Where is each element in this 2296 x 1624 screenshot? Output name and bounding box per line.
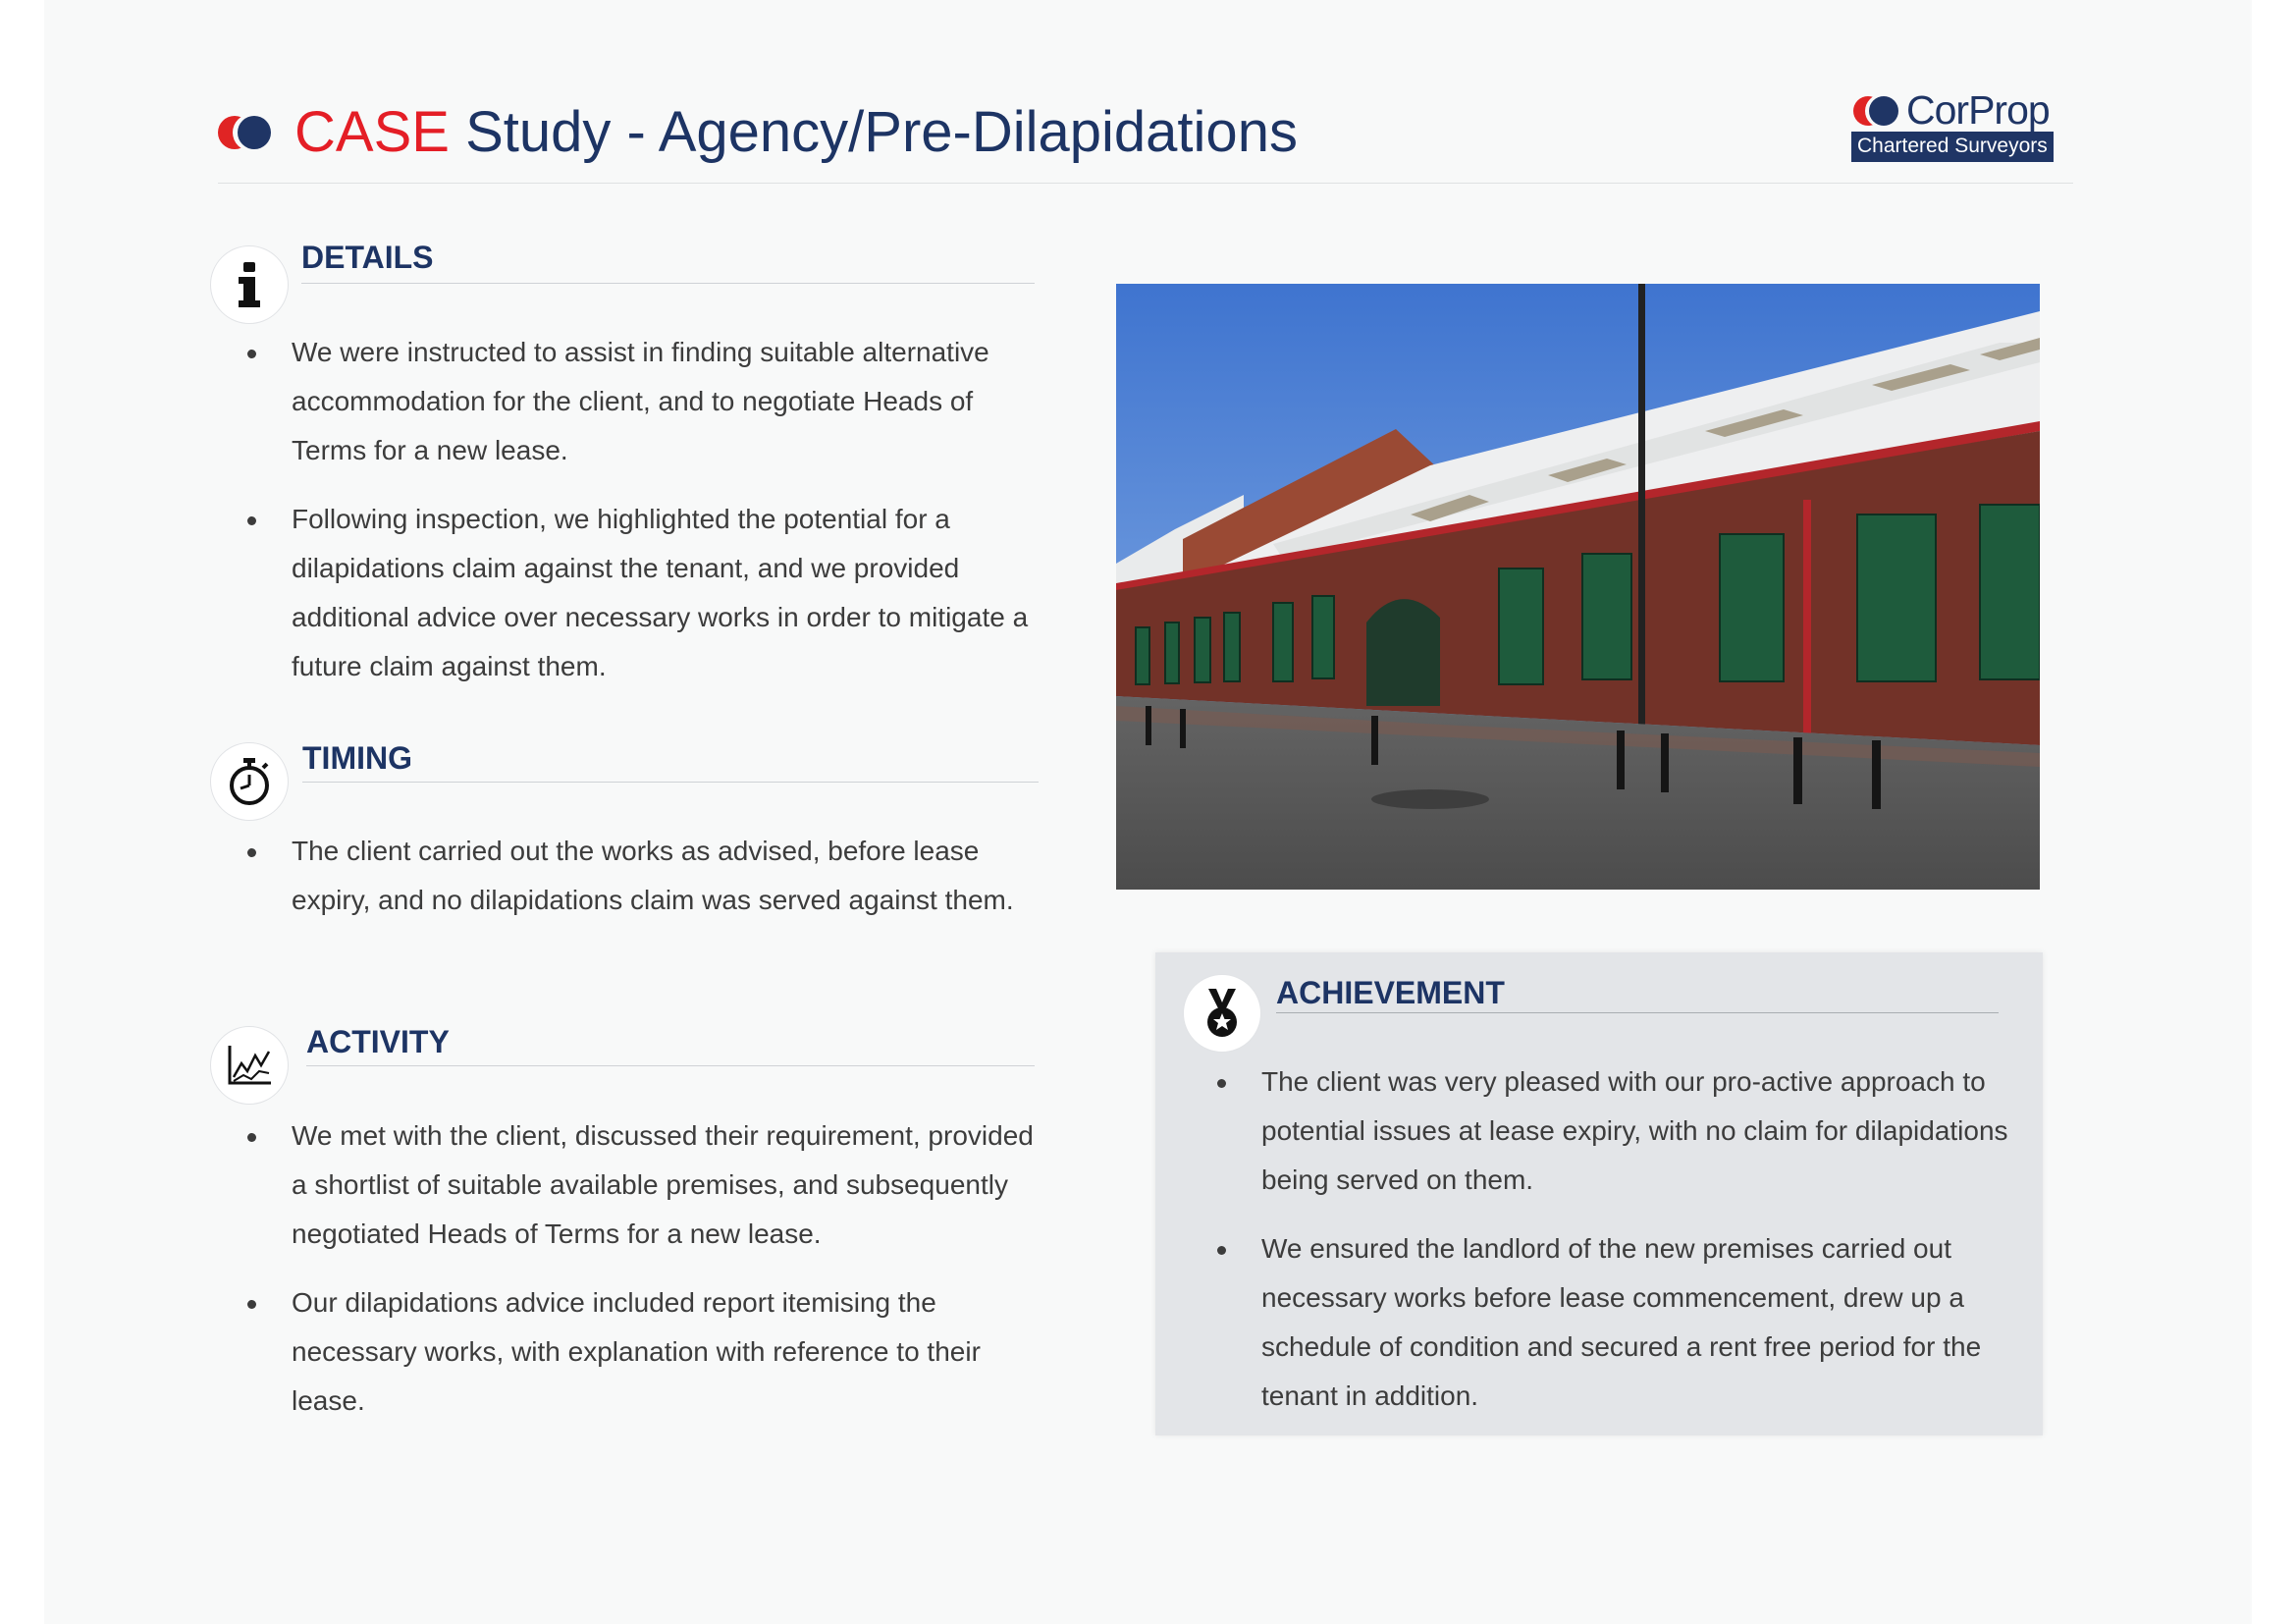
list-item: We were instructed to assist in finding suitable alternative accommodation for the client, and to negotiate Heads of Terms for a new lease. <box>245 328 1031 475</box>
building-photo <box>1116 284 2040 890</box>
line-chart-icon <box>210 1026 289 1105</box>
info-icon <box>210 245 289 324</box>
logo-subtitle: Chartered Surveyors <box>1851 132 2054 162</box>
page-title <box>294 100 1298 164</box>
list-item: Our dilapidations advice included report itemising the necessary works, with explanation with reference to their lease. <box>245 1278 1041 1426</box>
list-item: We ensured the landlord of the new premises carried out necessary works before lease commencement, drew up a schedule of condition and secured a rent free period for the tenant in addition. <box>1215 1224 2030 1421</box>
stopwatch-icon <box>210 742 289 821</box>
achievement-divider <box>1276 1012 1999 1013</box>
title-rest: Study - Agency/Pre-Dilapidations <box>449 100 1298 164</box>
list-item: The client was very pleased with our pro-active approach to potential issues at lease expiry, with no claim for dilapidations being served on them. <box>1215 1057 2030 1205</box>
list-item: Following inspection, we highlighted the potential for a dilapidations claim against the tenant, and we provided additional advice over necessary works in order to mitigate a future claim against them. <box>245 495 1031 691</box>
list-item: We met with the client, discussed their requirement, provided a shortlist of suitable available premises, and subsequently negotiated Heads of Terms for a new lease. <box>245 1111 1041 1259</box>
medal-icon <box>1183 974 1261 1053</box>
logo-name: CorProp <box>1906 86 2050 133</box>
timing-divider <box>302 782 1039 783</box>
details-heading: DETAILS <box>301 240 434 275</box>
logo-dots-icon <box>1851 92 1904 128</box>
brand-dots-icon <box>218 113 273 152</box>
list-item: The client carried out the works as advised, before lease expiry, and no dilapidations claim was served against them. <box>245 827 1031 925</box>
timing-list <box>245 827 1031 945</box>
details-list <box>245 328 1031 711</box>
activity-divider <box>306 1065 1035 1066</box>
title-divider <box>218 183 2073 184</box>
details-divider <box>301 283 1035 284</box>
timing-heading: TIMING <box>302 740 412 776</box>
activity-heading: ACTIVITY <box>306 1024 450 1059</box>
title-highlight: CASE <box>294 100 450 164</box>
achievement-heading: ACHIEVEMENT <box>1276 975 1505 1010</box>
page-header <box>218 98 1298 167</box>
activity-list <box>245 1111 1041 1445</box>
achievement-list <box>1215 1057 2030 1440</box>
company-logo <box>1851 88 2077 162</box>
